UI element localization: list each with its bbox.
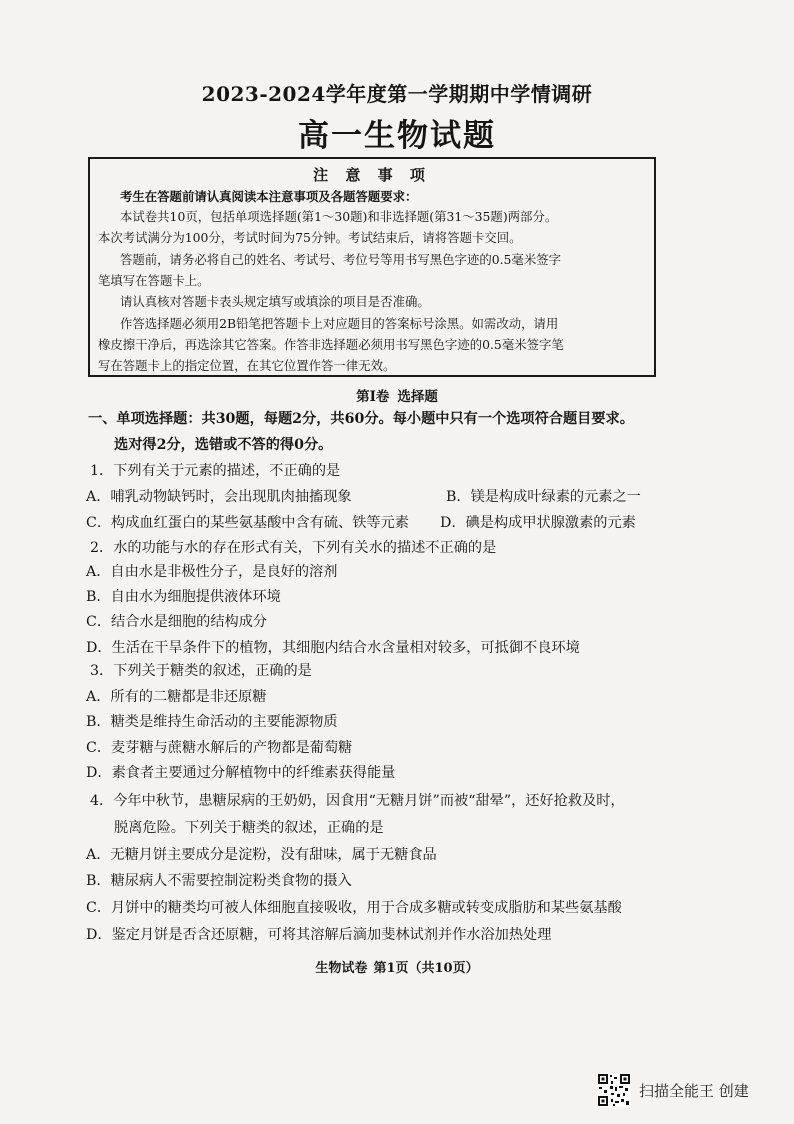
- question-option: C．结合水是细胞的结构成分: [86, 614, 268, 630]
- notice-intro: 考生在答题前请认真阅读本注意事项及各题答题要求：: [120, 189, 418, 204]
- notice-line: 答题前，请务必将自己的姓名、考试号、考位号等用书写黑色字迹的0.5毫米签字: [120, 252, 561, 267]
- question-option: B．自由水为细胞提供液体环境: [86, 589, 281, 605]
- part-heading-scoring: 选对得2分，选错或不答的得0分。: [114, 437, 333, 453]
- question-option: D．鉴定月饼是否含还原糖，可将其溶解后滴加斐林试剂并作水浴加热处理: [86, 927, 552, 943]
- question-option: D．生活在干旱条件下的植物，其细胞内结合水含量相对较多，可抵御不良环境: [86, 640, 580, 656]
- section-name: 选择题: [397, 389, 438, 405]
- question-option: B．糖尿病人不需要控制淀粉类食物的摄入: [86, 873, 352, 889]
- notice-line: 本试卷共10页，包括单项选择题(第1～30题)和非选择题(第31～35题)两部分。: [120, 209, 558, 224]
- question-option: A．所有的二糖都是非还原糖: [86, 689, 267, 705]
- watermark-text: 扫描全能王 创建: [639, 1081, 749, 1100]
- question-option: A．无糖月饼主要成分是淀粉，没有甜味，属于无糖食品: [86, 847, 437, 863]
- notice-line: 请认真核对答题卡表头规定填写或填涂的项目是否准确。: [120, 294, 430, 309]
- part-heading: 一、单项选择题：共30题，每题2分，共60分。每小题中只有一个选项符合题目要求。: [88, 411, 634, 427]
- notice-line: 作答选择题必须用2B铅笔把答题卡上对应题目的答案标号涂黑。如需改动，请用: [120, 316, 559, 331]
- notice-line: 橡皮擦干净后，再选涂其它答案。作答非选择题必须用书写黑色字迹的0.5毫米签字笔: [98, 337, 564, 352]
- question-stem: 2．水的功能与水的存在形式有关，下列有关水的描述不正确的是: [90, 540, 497, 556]
- footer-page-number: 第1页（共10页）: [373, 961, 479, 976]
- notice-line: 本次考试满分为100分，考试时间为75分钟。考试结束后，请将答题卡交回。: [98, 230, 522, 245]
- notice-title: 注 意 事 项: [313, 166, 431, 184]
- question-option: C．构成血红蛋白的某些氨基酸中含有硫、铁等元素: [86, 515, 409, 531]
- question-option: C．月饼中的糖类均可被人体细胞直接吸收，用于合成多糖或转变成脂肪和某些氨基酸: [86, 900, 622, 916]
- question-option: D．素食者主要通过分解植物中的纤维素获得能量: [86, 765, 396, 781]
- qr-code-icon: [597, 1073, 631, 1107]
- question-stem: 1．下列有关于元素的描述，不正确的是: [90, 463, 341, 479]
- question-option: D．碘是构成甲状腺激素的元素: [440, 515, 636, 531]
- question-option: A．哺乳动物缺钙时，会出现肌肉抽搐现象: [86, 489, 352, 505]
- notice-line: 笔填写在答题卡上。: [98, 273, 210, 288]
- exam-year-heading: 2023-2024学年度第一学期期中学情调研: [201, 82, 593, 106]
- exam-title: 高一生物试题: [298, 118, 496, 154]
- question-option: A．自由水是非极性分子，是良好的溶剂: [86, 564, 338, 580]
- question-option: B．糖类是维持生命活动的主要能源物质: [86, 714, 338, 730]
- page-footer: [0, 957, 794, 976]
- scanner-watermark: [597, 1073, 749, 1107]
- notice-line: 写在答题卡上的指定位置，在其它位置作答一律无效。: [98, 358, 396, 373]
- question-option: C．麦芽糖与蔗糖水解后的产物都是葡萄糖: [86, 740, 353, 756]
- footer-subject: 生物试卷: [315, 961, 368, 976]
- question-stem-continued: 脱离危险。下列关于糖类的叙述，正确的是: [114, 820, 384, 836]
- question-option: B．镁是构成叶绿素的元素之一: [446, 489, 641, 505]
- section-title: [0, 385, 794, 405]
- question-stem: 4．今年中秋节，患糖尿病的王奶奶，因食用“无糖月饼”而被“甜晕”，还好抢救及时，: [90, 793, 625, 809]
- notice-box: [88, 157, 656, 377]
- section-volume: 第Ⅰ卷: [356, 389, 390, 405]
- question-stem: 3．下列关于糖类的叙述，正确的是: [90, 663, 312, 679]
